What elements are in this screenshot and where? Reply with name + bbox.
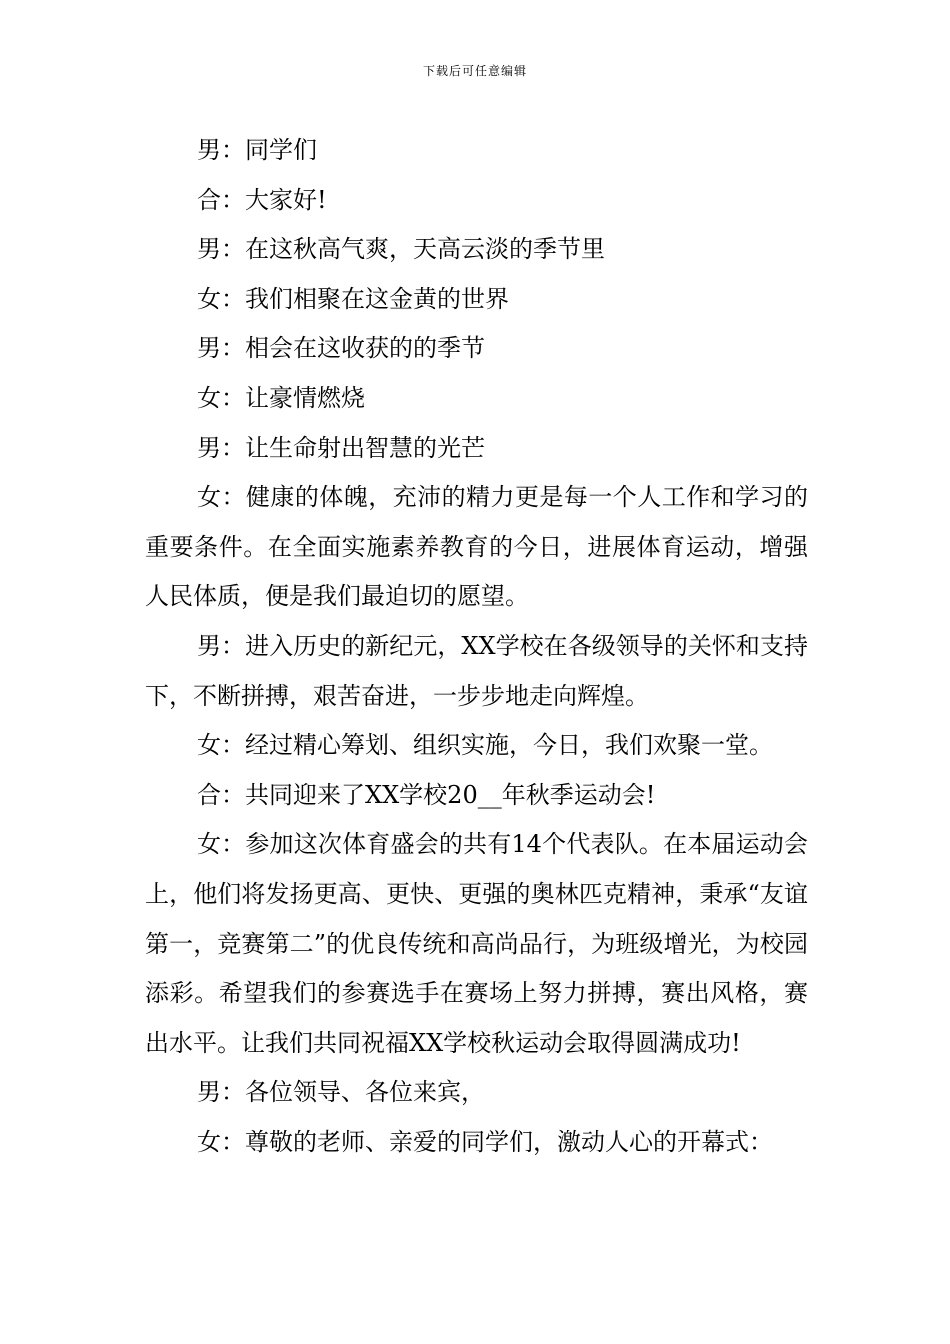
paragraph: 男：相会在这收获的的季节 [197,334,485,363]
paragraph: 合：共同迎来了XX学校20__年秋季运动会! [197,780,656,809]
paragraph: 男：各位领导、各位来宾， [197,1078,485,1107]
paragraph: 合：大家好! [197,185,327,214]
paragraph: 女：让豪情燃烧 [197,383,365,412]
paragraph: 男：进入历史的新纪元，XX学校在各级领导的关怀和支持下，不断拼搏，艰苦奋进，一步步地走向辉煌。 [145,631,808,710]
paragraph: 女：我们相聚在这金黄的世界 [197,284,509,313]
paragraph: 女：参加这次体育盛会的共有14个代表队。在本届运动会上，他们将发扬更高、更快、更强的奥林匹克精神，秉承“友谊第一，竞赛第二”的优良传统和高尚品行，为班级增光，为校园添彩。希望我们的参赛选手在赛场上努力拼搏，赛出风格，赛出水平。让我们共同祝福XX学校秋运动会取得圆满成功! [145,830,808,1057]
paragraph: 男：同学们 [197,136,317,164]
paragraph: 男：在这秋高气爽，天高云淡的季节里 [197,235,605,264]
page-header-note: 下载后可任意编辑 [422,64,527,78]
document-body [145,126,808,1167]
paragraph: 女：健康的体魄，充沛的精力更是每一个人工作和学习的重要条件。在全面实施素养教育的今日，进展体育运动，增强人民体质，便是我们最迫切的愿望。 [145,483,808,611]
paragraph: 女：尊敬的老师、亲爱的同学们，激动人心的开幕式： [197,1127,773,1156]
paragraph: 男：让生命射出智慧的光芒 [197,433,485,462]
paragraph: 女：经过精心筹划、组织实施，今日，我们欢聚一堂。 [197,731,773,760]
